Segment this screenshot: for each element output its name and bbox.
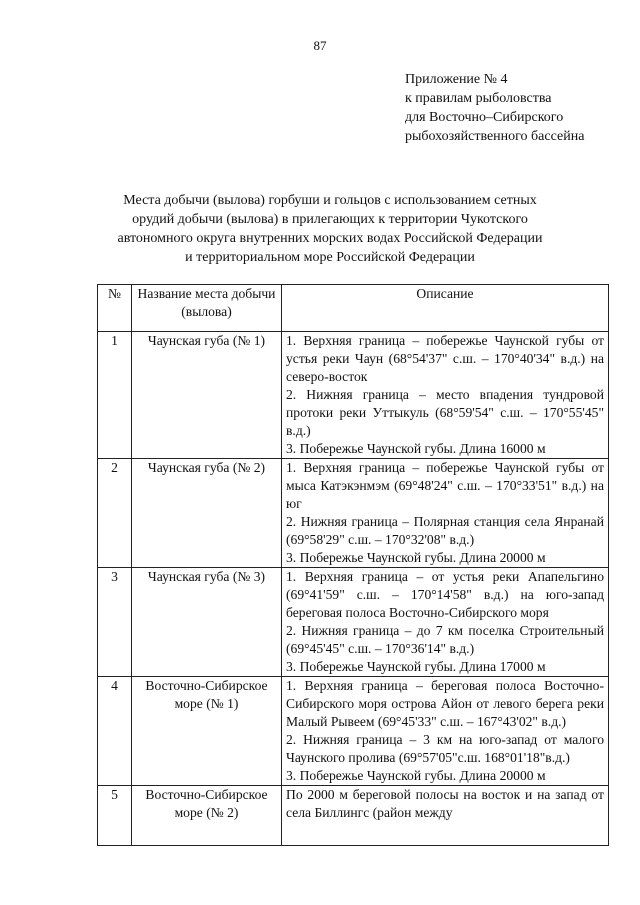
row-num: 1 xyxy=(98,332,132,459)
desc-line: 3. Побережье Чаунской губы. Длина 17000 м xyxy=(286,659,546,674)
desc-line: 1. Верхняя граница – побережье Чаунской губы от мыса Катэкэнмэм (69°48'24" с.ш. – 170°33'51" в.д.) на юг xyxy=(286,460,604,511)
header-name: Название места добычи (вылова) xyxy=(132,285,282,332)
row-name: Чаунская губа (№ 1) xyxy=(132,332,282,459)
row-name: Восточно-Сибирское море (№ 2) xyxy=(132,786,282,846)
appendix-line: Приложение № 4 xyxy=(405,72,508,87)
appendix-line: для Восточно–Сибирского xyxy=(405,110,564,125)
appendix-header xyxy=(405,70,584,146)
row-name: Чаунская губа (№ 3) xyxy=(132,568,282,677)
row-name: Чаунская губа (№ 2) xyxy=(132,459,282,568)
row-desc xyxy=(282,568,609,677)
appendix-line: рыбохозяйственного бассейна xyxy=(405,129,585,144)
row-num: 2 xyxy=(98,459,132,568)
row-name: Восточно-Сибирское море (№ 1) xyxy=(132,677,282,786)
row-desc xyxy=(282,332,609,459)
desc-line: 1. Верхняя граница – береговая полоса Восточно-Сибирского моря острова Айон от левого берега реки Малый Рывеем (69°45'33" с.ш. – 167°43'02" в.д.) xyxy=(286,678,604,729)
desc-line: 2. Нижняя граница – место впадения тундровой протоки реки Уттыкуль (68°59'54" с.ш. – 170°55'45" в.д.) xyxy=(286,387,604,438)
document-title xyxy=(110,191,550,267)
desc-line: 1. Верхняя граница – побережье Чаунской губы от устья реки Чаун (68°54'37" с.ш. – 170°40'34" в.д.) на северо-восток xyxy=(286,333,604,384)
title-line: автономного округа внутренних морских водах Российской Федерации xyxy=(117,231,543,246)
title-line: орудий добычи (вылова) в прилегающих к территории Чукотского xyxy=(132,212,528,227)
desc-line: 2. Нижняя граница – 3 км на юго-запад от малого Чаунского пролива (69°57'05"с.ш. 168°01'18"в.д.) xyxy=(286,732,604,765)
page-number: 87 xyxy=(313,38,327,53)
desc-line: 1. Верхняя граница – от устья реки Апапельгино (69°41'59" с.ш. – 170°14'58" в.д.) на юго-запад береговая полоса Восточно-Сибирского моря xyxy=(286,569,604,620)
desc-line: 3. Побережье Чаунской губы. Длина 16000 м xyxy=(286,441,546,456)
desc-line: По 2000 м береговой полосы на восток и на запад от села Биллингс (район между xyxy=(286,787,604,820)
row-num: 3 xyxy=(98,568,132,677)
header-num: № xyxy=(98,285,132,332)
table-header-row xyxy=(98,285,609,332)
header-desc: Описание xyxy=(282,285,609,332)
desc-line: 2. Нижняя граница – Полярная станция села Янранай (69°58'29" с.ш. – 170°32'08" в.д.) xyxy=(286,514,604,547)
desc-line: 2. Нижняя граница – до 7 км поселка Строительный (69°45'45" с.ш. – 170°36'14" в.д.) xyxy=(286,623,604,656)
row-desc xyxy=(282,677,609,786)
desc-line: 3. Побережье Чаунской губы. Длина 20000 м xyxy=(286,550,546,565)
row-num: 4 xyxy=(98,677,132,786)
title-line: и территориальном море Российской Федерации xyxy=(185,250,475,265)
desc-line: 3. Побережье Чаунской губы. Длина 20000 м xyxy=(286,768,546,783)
table-row xyxy=(98,786,609,846)
table-row xyxy=(98,677,609,786)
appendix-line: к правилам рыболовства xyxy=(405,91,552,106)
table-row xyxy=(98,568,609,677)
table-row xyxy=(98,332,609,459)
row-desc xyxy=(282,459,609,568)
table-row xyxy=(98,459,609,568)
row-desc xyxy=(282,786,609,846)
row-num: 5 xyxy=(98,786,132,846)
fishing-places-table xyxy=(97,284,609,846)
title-line: Места добычи (вылова) горбуши и гольцов с использованием сетных xyxy=(123,193,537,208)
